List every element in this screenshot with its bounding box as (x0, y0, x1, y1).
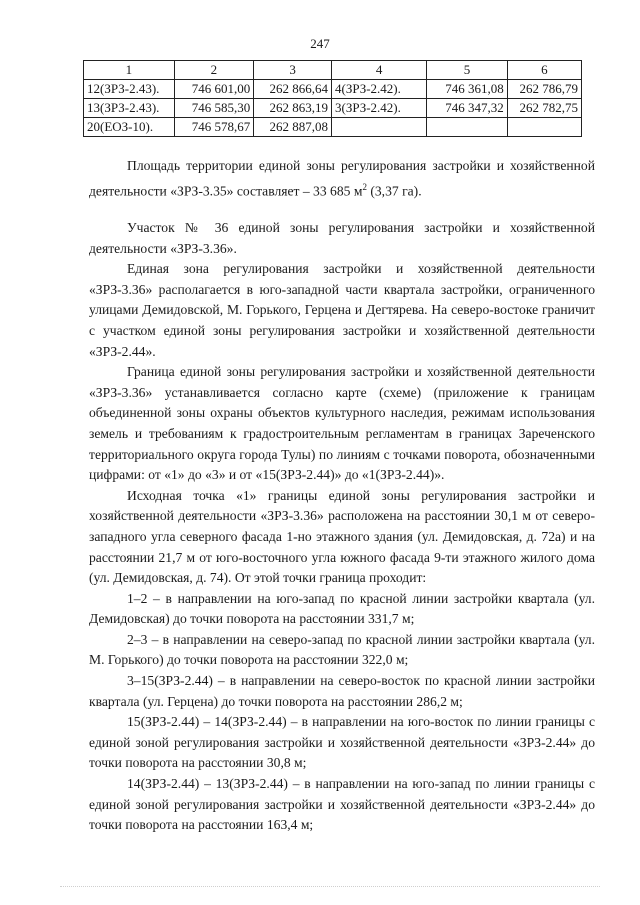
table-cell: 20(ЕОЗ-10). (84, 118, 175, 137)
table-row (84, 99, 582, 118)
table-cell: 262 866,64 (254, 80, 332, 99)
table-cell: 746 347,32 (427, 99, 507, 118)
table-cell: 262 887,08 (254, 118, 332, 137)
table-header-cell: 3 (254, 61, 332, 80)
table-cell: 746 578,67 (174, 118, 254, 137)
section-heading-paragraph: Участок № 36 единой зоны регулирования застройки и хозяйственной деятельности «ЗРЗ-3.36». (89, 220, 595, 256)
area-unit-superscript: 2 (362, 181, 367, 192)
table-cell: 4(ЗРЗ-2.42). (331, 80, 426, 99)
table-cell (507, 118, 581, 137)
table-cell: 3(ЗРЗ-2.42). (331, 99, 426, 118)
table-cell (331, 118, 426, 137)
boundary-segment-paragraph: 2–3 – в направлении на северо-запад по красной линии застройки квартала (ул. М. Горького) до точки поворота на расстоянии 322,0 м; (89, 631, 595, 668)
table-cell: 13(ЗРЗ-2.43). (84, 99, 175, 118)
area-text: Площадь территории единой зоны регулирования застройки и хозяйственной деятельности «ЗРЗ-3.35» составляет – 33 685 м (89, 158, 595, 199)
table-cell: 262 863,19 (254, 99, 332, 118)
table-cell: 12(ЗРЗ-2.43). (84, 80, 175, 99)
table-header-cell: 5 (427, 61, 507, 80)
table-cell: 746 601,00 (174, 80, 254, 99)
table-row (84, 118, 582, 137)
scan-artifact-line (60, 886, 600, 889)
boundary-segment-paragraph: 3–15(ЗРЗ-2.44) – в направлении на северо-восток по красной линии застройки квартала (ул. Герцена) до точки поворота на расстоянии 286,2 м; (89, 673, 595, 709)
area-paragraph (89, 156, 595, 202)
coordinates-table (83, 60, 582, 137)
table-cell (427, 118, 507, 137)
boundary-segment-paragraph: 1–2 – в направлении на юго-запад по красной линии застройки квартала (ул. Демидовская) до точки поворота на расстоянии 331,7 м; (89, 590, 595, 627)
table-cell: 262 786,79 (507, 80, 581, 99)
table-header-cell: 1 (84, 61, 175, 80)
table-row (84, 80, 582, 99)
table-header-cell: 4 (331, 61, 426, 80)
body-paragraph: Исходная точка «1» границы единой зоны регулирования застройки и хозяйственной деятельности «ЗРЗ-3.36» расположена на расстоянии 30,1 м от северо-западного угла северного фасада 1-но этажного здания (ул. Демидовская, д. 72а) и на расстоянии 21,7 м от юго-восточного угла южного фасада 9-ти этажного жилого дома (ул. Демидовская, д. 74). От этой точки граница проходит: (89, 487, 595, 586)
area-text-end: (3,37 га). (366, 183, 422, 199)
page-number: 247 (310, 36, 330, 51)
boundary-segment-paragraph: 14(ЗРЗ-2.44) – 13(ЗРЗ-2.44) – в направлении на юго-запад по линии границы с единой зоной регулирования застройки и хозяйственной деятельности «ЗРЗ-2.44» до точки поворота на расстоянии 163,4 м; (89, 776, 595, 833)
table-header-row (84, 61, 582, 80)
table-cell: 746 361,08 (427, 80, 507, 99)
body-paragraph: Единая зона регулирования застройки и хозяйственной деятельности «ЗРЗ-3.36» располагается в юго-западной части квартала застройки, ограниченного улицами Демидовской, М. Горького, Герцена и Дегтярева. На северо-востоке граничит с участком единой зоны регулирования застройки и хозяйственной деятельности «ЗРЗ-2.44». (89, 261, 595, 359)
body-text (89, 218, 595, 836)
body-paragraph: Граница единой зоны регулирования застройки и хозяйственной деятельности «ЗРЗ-3.36» устанавливается согласно карте (схеме) (приложение к границам объединенной зоны охраны объектов культурного наследия, режимам использования земель и требованиям к градостроительным регламентам в границах Зареченского территориального округа города Тулы) по линиям с точками поворота, обозначенными цифрами: от «1» до «3» и от «15(ЗРЗ-2.44)» до «1(ЗРЗ-2.44)». (89, 364, 595, 483)
table-header-cell: 2 (174, 61, 254, 80)
table-cell: 746 585,30 (174, 99, 254, 118)
boundary-segment-paragraph: 15(ЗРЗ-2.44) – 14(ЗРЗ-2.44) – в направлении на юго-восток по линии границы с единой зоной регулирования застройки и хозяйственной деятельности «ЗРЗ-2.44» до точки поворота на расстоянии 30,8 м; (89, 714, 595, 771)
table-cell: 262 782,75 (507, 99, 581, 118)
table-header-cell: 6 (507, 61, 581, 80)
area-paragraph-block (89, 156, 595, 202)
